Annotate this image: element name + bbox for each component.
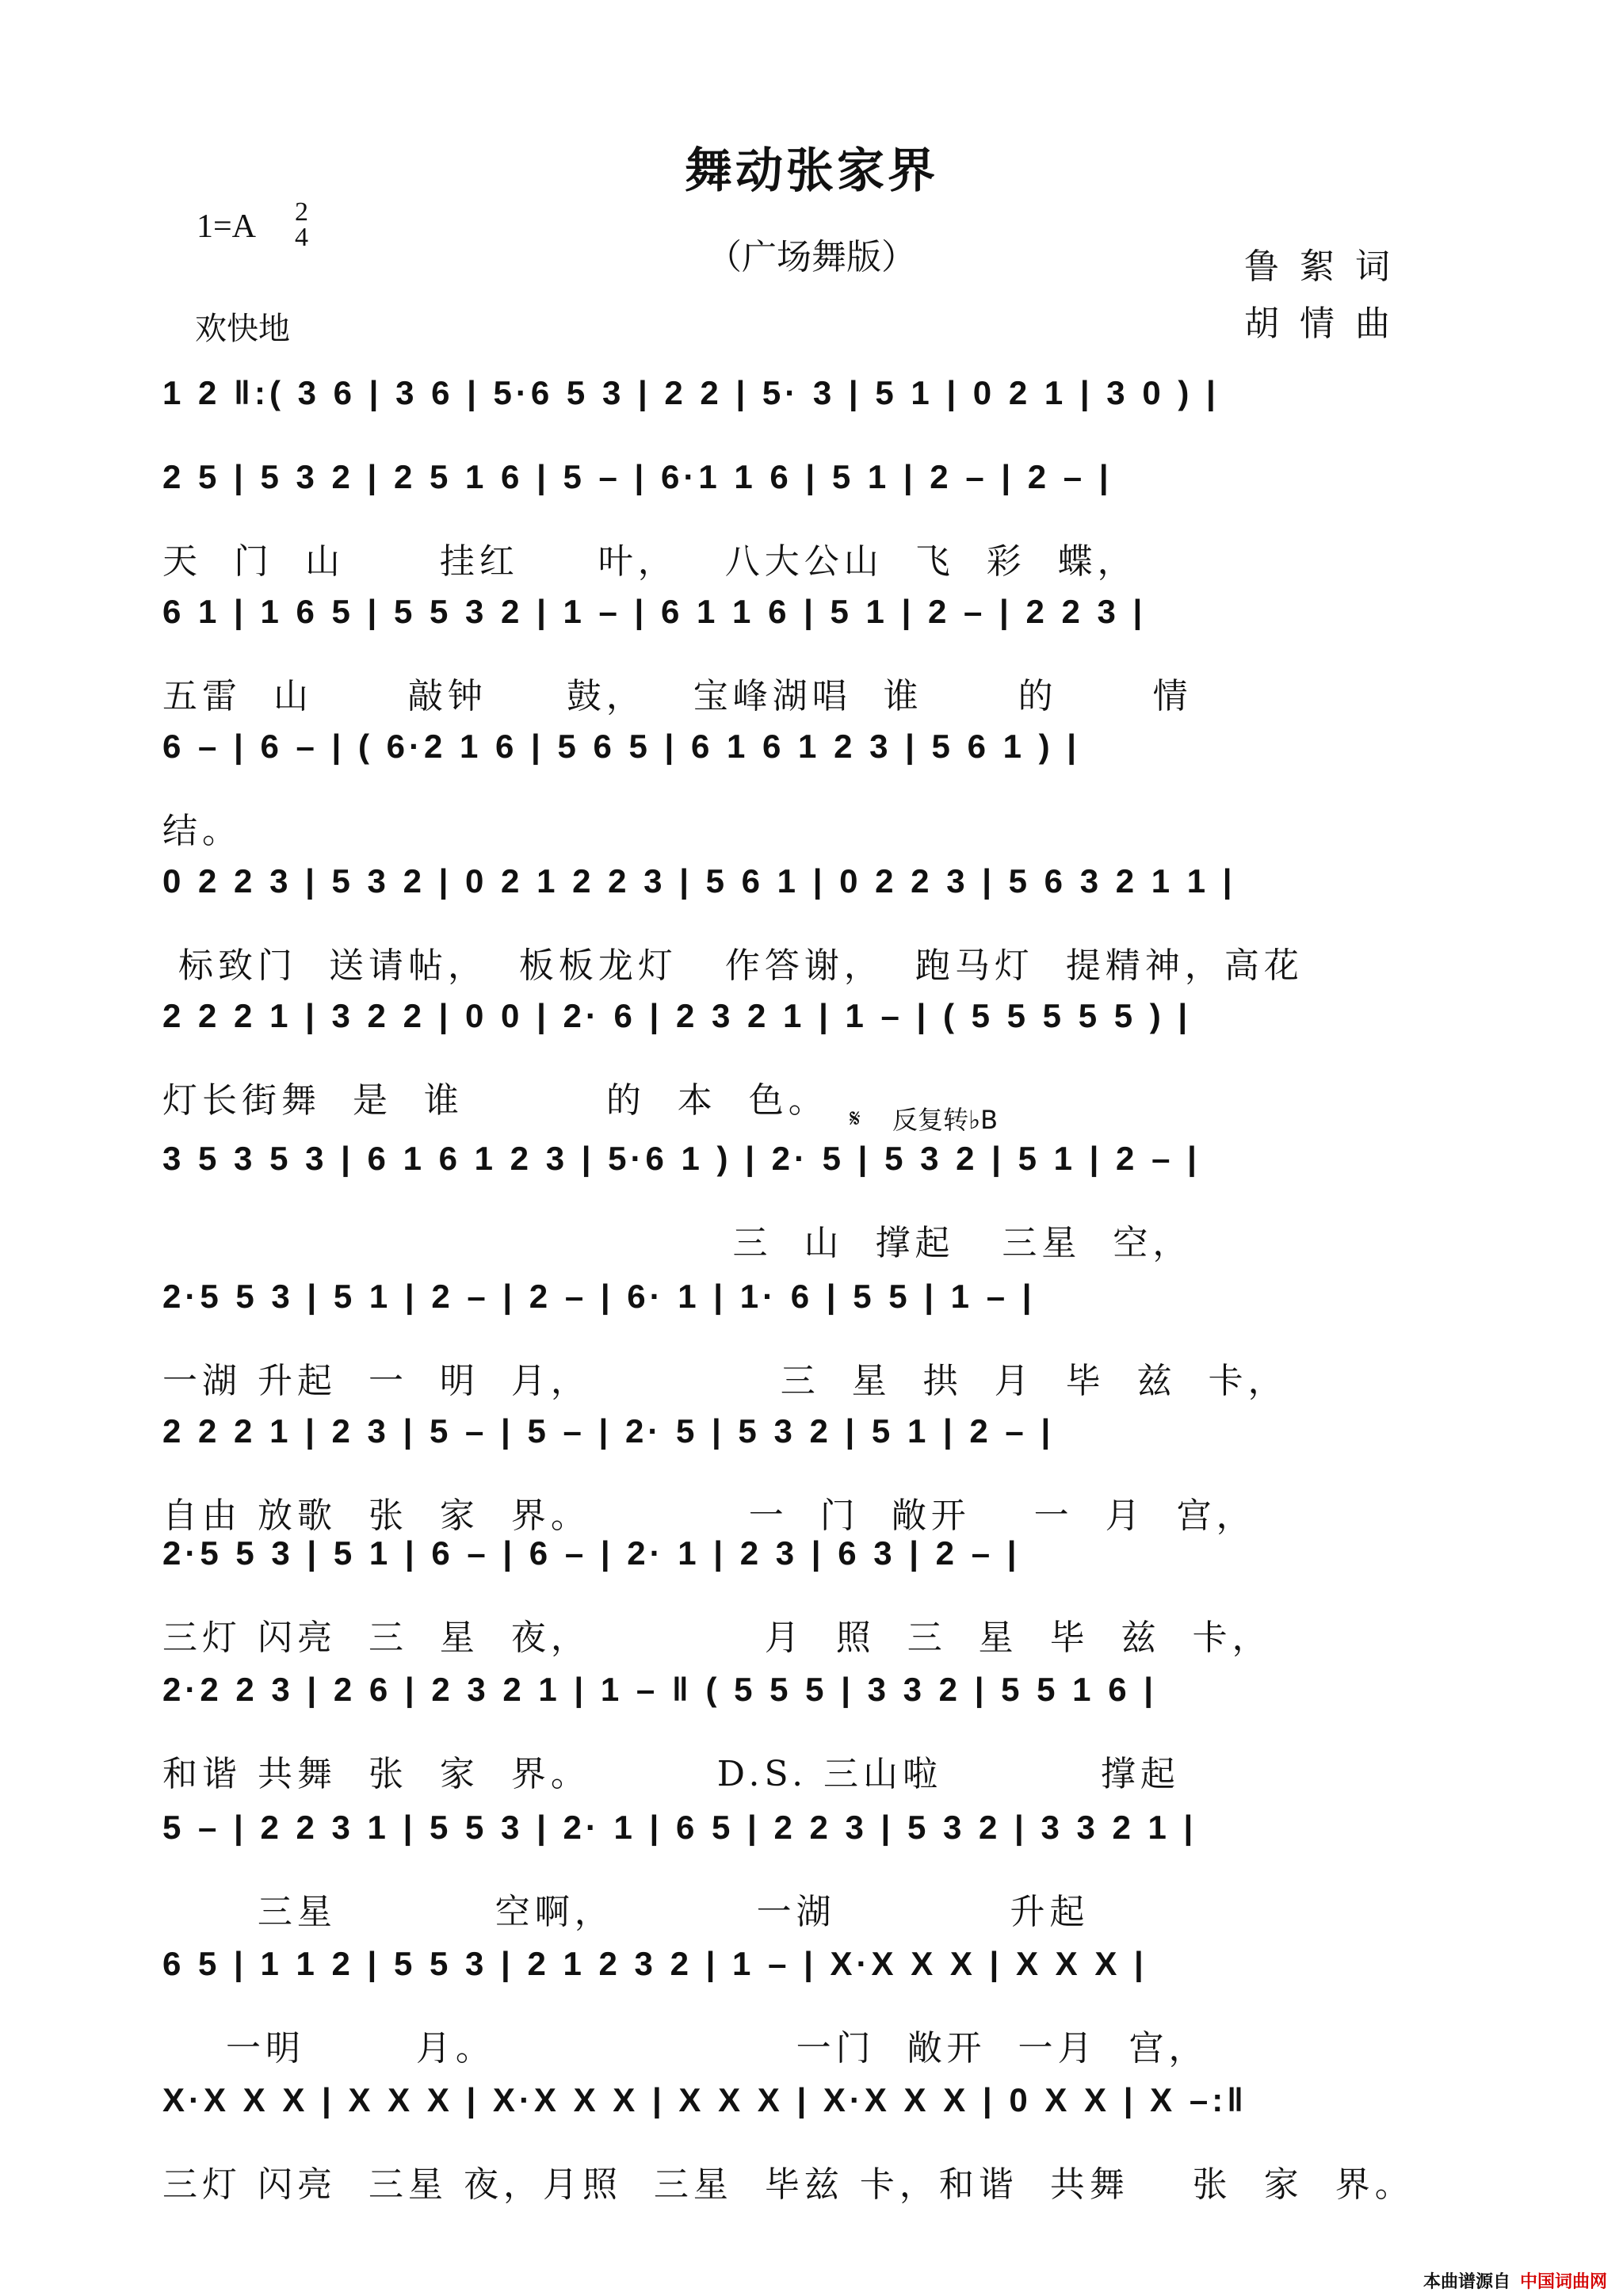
lyrics-line: 自由 放歌 张 家 界。 一 门 敞开 一 月 宫， xyxy=(162,1496,1256,1536)
notes-line: 2 2 2 1 | 3 2 2 | 0 0 | 2· 6 | 2 3 2 1 | 1 – | ( 5 5 5 5 5 ) | xyxy=(162,997,1192,1034)
notes-line: 6 1 | 1 6 5 | 5 5 3 2 | 1 – | 6 1 1 6 | 5 1 | 2 – | 2 2 3 | xyxy=(162,593,1147,630)
lyrics-line: 一明 月。 一门 敞开 一月 宫， xyxy=(162,2028,1209,2069)
lyrics-line: 标致门 送请帖， 板板龙灯 作答谢， 跑马灯 提精神，高花 xyxy=(162,946,1304,986)
time-signature-bottom: 4 xyxy=(295,223,308,252)
lyrics-line: 三星 空啊， 一湖 升起 xyxy=(162,1892,1090,1932)
notes-line: 0 2 2 3 | 5 3 2 | 0 2 1 2 2 3 | 5 6 1 | 0 2 2 3 | 5 6 3 2 1 1 | xyxy=(162,862,1236,900)
notes-line: 5 – | 2 2 3 1 | 5 5 3 | 2· 1 | 6 5 | 2 2 3 | 5 3 2 | 3 3 2 1 | xyxy=(162,1809,1197,1846)
notes-line: 2·5 5 3 | 5 1 | 2 – | 2 – | 6· 1 | 1· 6 | 5 5 | 1 – | xyxy=(162,1278,1036,1315)
time-signature-top: 2 xyxy=(295,197,308,227)
notes-line: 2 2 2 1 | 2 3 | 5 – | 5 – | 2· 5 | 5 3 2 | 5 1 | 2 – | xyxy=(162,1412,1055,1450)
lyrics-line: 三灯 闪亮 三 星 夜， 月 照 三 星 毕 兹 卡， xyxy=(162,1618,1272,1658)
notes-line: 1 2 ‖:( 3 6 | 3 6 | 5·6 5 3 | 2 2 | 5· 3 | 5 1 | 0 2 1 | 3 0 ) | xyxy=(162,374,1220,411)
key-signature: 1=A xyxy=(197,208,257,245)
lyrics-line: 一湖 升起 一 明 月， 三 星 拱 月 毕 兹 卡， xyxy=(162,1361,1288,1401)
notes-line: 6 5 | 1 1 2 | 5 5 3 | 2 1 2 3 2 | 1 – | X·X X X | X X X | xyxy=(162,1945,1148,1982)
lyrics-line: 三 山 撑起 三星 空， xyxy=(162,1223,1193,1263)
lyricist-credit: 鲁絮词 xyxy=(1244,246,1411,287)
notes-line: 3 5 3 5 3 | 6 1 6 1 2 3 | 5·6 1 ) | 2· 5 | 5 3 2 | 5 1 | 2 – | xyxy=(162,1140,1201,1177)
lyrics-line: 灯长街舞 是 谁 的 本 色。 xyxy=(162,1080,828,1121)
notes-line: 2 5 | 5 3 2 | 2 5 1 6 | 5 – | 6·1 1 6 | 5 1 | 2 – | 2 – | xyxy=(162,458,1113,495)
lyrics-line: 和谐 共舞 张 家 界。 D.S. 三山啦 撑起 xyxy=(162,1754,1180,1794)
notes-line: 2·2 2 3 | 2 6 | 2 3 2 1 | 1 – ‖ ( 5 5 5 | 3 3 2 | 5 5 1 6 | xyxy=(162,1671,1157,1708)
tempo-marking: 欢快地 xyxy=(195,311,290,347)
subtitle: （广场舞版） xyxy=(707,237,916,277)
footer-source-label: 本曲谱源自 xyxy=(1423,2272,1511,2292)
repeat-instruction: 反复转♭B xyxy=(892,1105,999,1135)
footer-site-label[interactable]: 中国词曲网 xyxy=(1520,2272,1608,2292)
lyrics-line: 三灯 闪亮 三星 夜，月照 三星 毕兹 卡，和谐 共舞 张 家 界。 xyxy=(162,2164,1415,2205)
composer-credit: 胡情曲 xyxy=(1244,304,1411,344)
notes-line: 2·5 5 3 | 5 1 | 6 – | 6 – | 2· 1 | 2 3 | 6 3 | 2 – | xyxy=(162,1534,1021,1572)
page-title: 舞动张家界 xyxy=(685,143,938,199)
lyrics-line: 五雷 山 敲钟 鼓， 宝峰湖唱 谁 的 情 xyxy=(162,676,1193,716)
segno-mark: 𝄋 xyxy=(850,1103,861,1133)
notes-line: X·X X X | X X X | X·X X X | X X X | X·X X X | 0 X X | X –:‖ xyxy=(162,2081,1248,2118)
lyrics-line: 结。 xyxy=(162,811,242,851)
lyrics-line: 天 门 山 挂红 叶， 八大公山 飞 彩 蝶， xyxy=(162,541,1137,582)
notes-line: 6 – | 6 – | ( 6·2 1 6 | 5 6 5 | 6 1 6 1 2 3 | 5 6 1 ) | xyxy=(162,728,1081,765)
